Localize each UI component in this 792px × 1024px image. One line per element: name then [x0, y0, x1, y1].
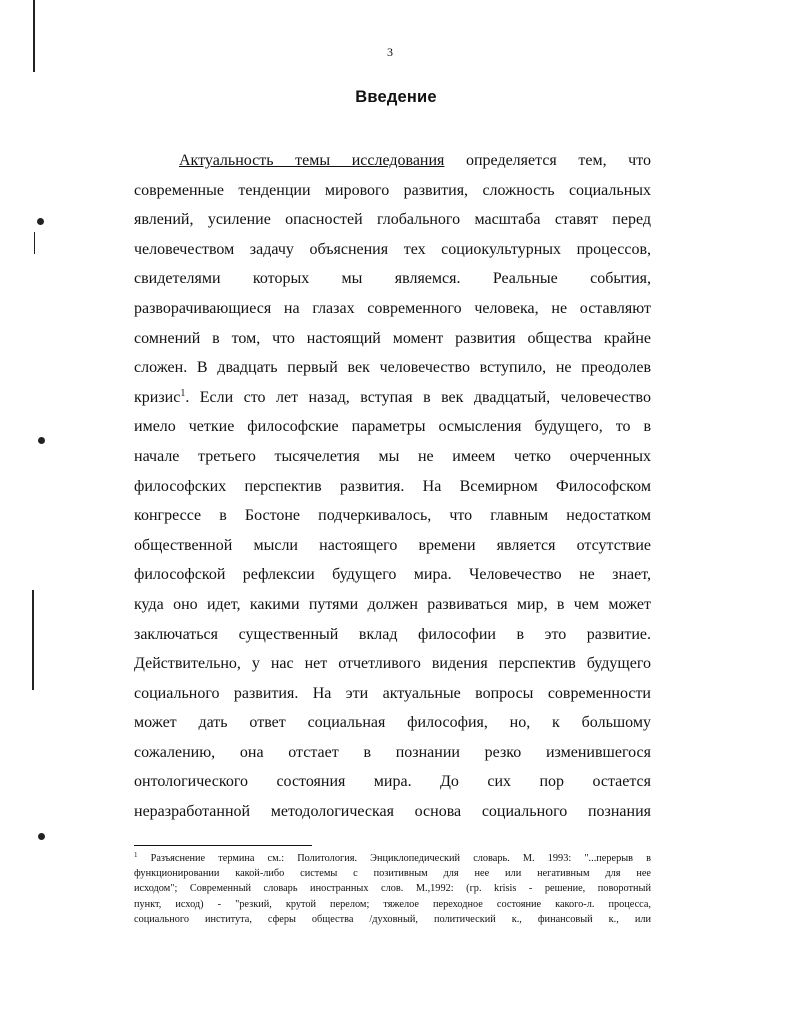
- footnote-line: функционировании какой-либо системы с позитивным для нее или негативным для нее: [134, 868, 651, 880]
- footnote-text: Разъяснение термина см.: Политология. Энциклопедический словарь. М. 1993: "...перерыв в: [137, 853, 651, 864]
- paragraph-line: общественной мысли настоящего времени является отсутствие: [134, 536, 651, 554]
- line-text: . Если сто лет назад, вступая в век двадцатый, человечество: [185, 388, 651, 406]
- paragraph-line: [134, 383, 651, 413]
- line-text: определяется тем, что: [444, 152, 651, 169]
- paragraph-line: сложен. В двадцать первый век человечество вступило, не преодолев: [134, 359, 651, 377]
- footnote-separator: [134, 845, 312, 846]
- footnote: [134, 851, 651, 927]
- binder-hole-dot: [38, 833, 45, 840]
- footnote-reference[interactable]: 1: [180, 387, 186, 399]
- paragraph-line: разворачивающиеся на глазах современного человека, не оставляют: [134, 299, 651, 317]
- paragraph-line: неразработанной методологическая основа социального познания: [134, 803, 651, 821]
- paragraph-line: человечеством задачу объяснения тех социокультурных процессов,: [134, 240, 651, 258]
- footnote-line: пункт, исход) - "резкий, крутой перелом; тяжелое переходное состояние какого-л. процесса,: [134, 898, 651, 910]
- paragraph-line: [134, 146, 651, 176]
- paragraph-line: имело четкие философские параметры осмысления будущего, то в: [134, 418, 651, 436]
- page-number: 3: [387, 45, 393, 59]
- paragraph-line: заключаться существенный вклад философии в это развитие.: [134, 625, 651, 643]
- footnote-line: социального института, сферы общества /духовный, политический к., финансовый к., или: [134, 913, 651, 925]
- binder-hole-dot: [37, 218, 44, 225]
- paragraph-line: может дать ответ социальная философия, но, к большому: [134, 714, 651, 732]
- paragraph-line: явлений, усиление опасностей глобального масштаба ставят перед: [134, 211, 651, 229]
- body-paragraph: [134, 146, 651, 827]
- underlined-term: Актуальность темы исследования: [179, 152, 445, 169]
- paragraph-line: свидетелями которых мы являемся. Реальные события,: [134, 270, 651, 288]
- footnote-line: [134, 851, 651, 866]
- binder-hole-dot: [38, 437, 45, 444]
- paragraph-line: сожалению, она отстает в познании резко изменившегося: [134, 743, 651, 761]
- paragraph-line: онтологического состояния мира. До сих пор остается: [134, 773, 651, 791]
- line-text: кризис: [134, 388, 181, 406]
- paragraph-line: начале третьего тысячелетия мы не имеем четко очерченных: [134, 447, 651, 465]
- paragraph-line: современные тенденции мирового развития, сложность социальных: [134, 181, 651, 199]
- scan-margin-line: [33, 0, 35, 72]
- paragraph-line: сомнений в том, что настоящий момент развития общества крайне: [134, 329, 651, 347]
- paragraph-line: философских перспектив развития. На Всемирном Философском: [134, 477, 651, 495]
- paragraph-line: философской рефлексии будущего мира. Человечество не знает,: [134, 566, 651, 584]
- paragraph-line: Действительно, у нас нет отчетливого видения перспектив будущего: [134, 655, 651, 673]
- paragraph-line: конгрессе в Бостоне подчеркивалось, что главным недостатком: [134, 507, 651, 525]
- footnote-marker: 1: [134, 851, 138, 859]
- footnote-line: исходом"; Современный словарь иностранных слов. М.,1992: (гр. krisis - решение, поворотный: [134, 883, 651, 895]
- scan-margin-mark: [34, 232, 35, 254]
- scan-margin-line: [32, 590, 34, 690]
- paragraph-line: куда оно идет, какими путями должен развиваться мир, в чем может: [134, 595, 651, 613]
- page-title: Введение: [355, 88, 437, 106]
- paragraph-line: социального развития. На эти актуальные вопросы современности: [134, 684, 651, 702]
